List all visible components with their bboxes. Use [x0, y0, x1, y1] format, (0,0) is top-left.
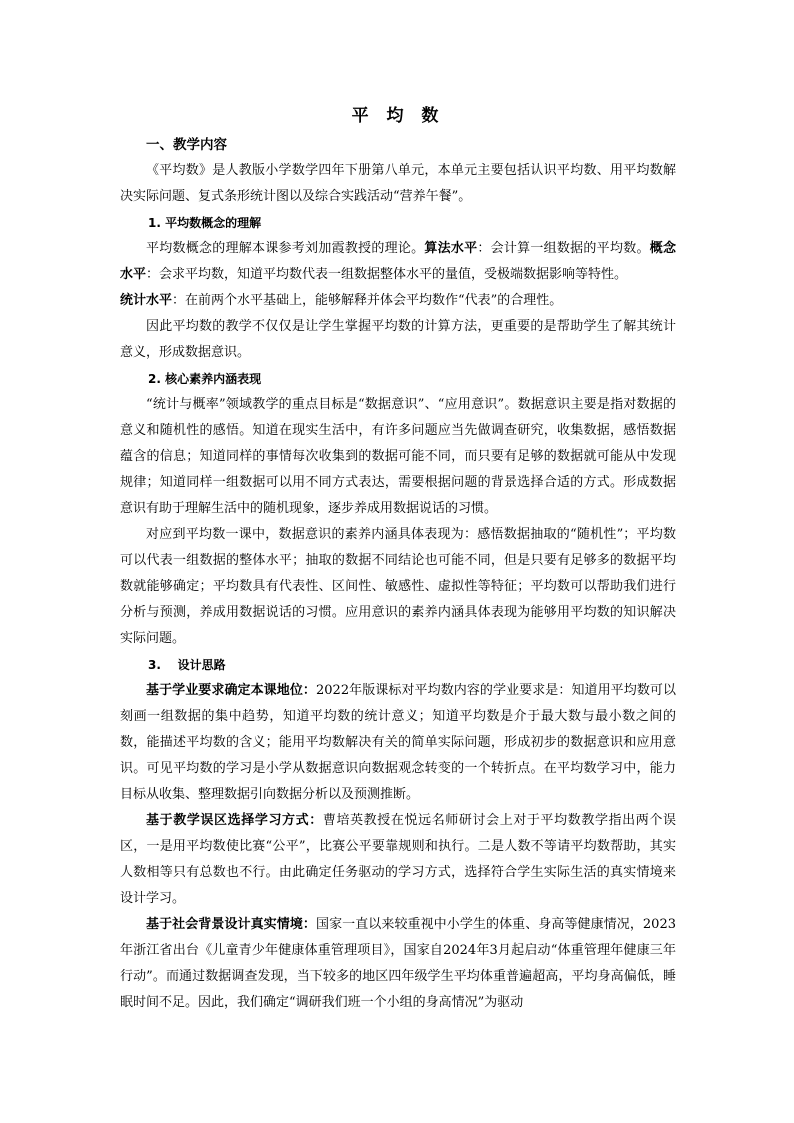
design-p3-text: 国家一直以来较重视中小学生的体重、身高等健康情况，2023年浙江省出台《儿童青少年健康体重管理项目》，国家自2024年3月起启动“体重管理年健康三年行动”。而通过数据调查发现，当下较多的地区四年级学生平均体重普遍超高，平均身高偏低，睡眠时间不足。因此，我们确定“调研我们班一个小组的身高情况”为驱动 — [120, 917, 676, 1010]
design-paragraph-2 — [120, 808, 676, 912]
design-p1-text: 2022年版课标对平均数内容的学业要求是：知道用平均数可以刻画一组数据的集中趋势，知道平均数的统计意义；知道平均数是介于最大数与最小数之间的数，能描述平均数的含义；能用平均数解决有关的简单实际问题，形成初步的数据意识和应用意识。可见平均数的学习是小学从数据意识向数据观念转变的一个转折点。在平均数学习中，能力目标从收集、整理数据引向数据分析以及预测推断。 — [120, 683, 676, 802]
design-p2-label: 基于教学误区选择学习方式： — [146, 813, 323, 828]
stat-level-label: 统计水平 — [120, 293, 173, 308]
design-paragraph-3 — [120, 912, 676, 1016]
core-literacy-paragraph-2: 对应到平均数一课中，数据意识的素养内涵具体表现为：感悟数据抽取的“随机性”；平均数可以代表一组数据的整体水平；抽取的数据不同结论也可能不同，但是只要有足够多的数据平均数就能够确定；平均数具有代表性、区间性、敏感性、虚拟性等特征；平均数可以帮助我们进行分析与预测，养成用数据说话的习惯。应用意识的素养内涵具体表现为能够用平均数的知识解决实际问题。 — [120, 527, 676, 646]
design-paragraph-1 — [120, 678, 676, 808]
algo-level-text: ：会计算一组数据的平均数。 — [477, 241, 650, 256]
stat-level-paragraph — [120, 288, 676, 314]
section-heading-teaching-content: 一、教学内容 — [146, 137, 227, 153]
core-literacy-paragraph-1: “统计与概率”领域教学的重点目标是“数据意识”、“应用意识”。数据意识主要是指对数据的意义和随机性的感悟。知道在现实生活中，有许多问题应当先做调查研究，收集数据，感悟数据蕴含的信息；知道同样的事情每次收集到的数据可能不同，而只要有足够的数据就可能从中发现规律；知道同样一组数据可以用不同方式表达，需要根据问题的背景选择合适的方式。形成数据意识有助于理解生活中的随机现象，逐步养成用数据说话的习惯。 — [120, 397, 676, 516]
subheading-core-literacy: 2. 核心素养内涵表现 — [148, 372, 262, 386]
subheading-design: 3. 设计思路 — [148, 658, 226, 672]
algo-level-label: 算法水平 — [424, 241, 478, 256]
document-page — [120, 100, 676, 1016]
concept-conclusion: 因此平均数的教学不仅仅是让学生掌握平均数的计算方法，更重要的是帮助学生了解其统计意义，形成数据意识。 — [120, 319, 676, 360]
concept-paragraph — [120, 236, 676, 288]
concept-level-text: ：会求平均数，知道平均数代表一组数据整体水平的量值，受极端数据影响等特性。 — [146, 267, 628, 282]
design-p2-text: 曹培英教授在悦远名师研讨会上对于平均数教学指出两个误区，一是用平均数使比赛“公平”，比赛公平要靠规则和执行。二是人数不等请平均数帮助，其实人数相等只有总数也不行。由此确定任务驱动的学习方式，选择符合学生实际生活的真实情境来设计学习。 — [120, 813, 676, 906]
page-title: 平 均 数 — [351, 106, 445, 126]
concept-level-label: 概念水平 — [120, 241, 676, 282]
subheading-concept: 1. 平均数概念的理解 — [148, 216, 262, 230]
intro-paragraph: 《平均数》是人教版小学数学四年下册第八单元，本单元主要包括认识平均数、用平均数解决实际问题、复式条形统计图以及综合实践活动“营养午餐”。 — [120, 163, 676, 204]
design-p1-label: 基于学业要求确定本课地位： — [146, 683, 316, 698]
stat-level-text: ：在前两个水平基础上，能够解释并体会平均数作“代表”的合理性。 — [172, 293, 563, 308]
concept-lead: 平均数概念的理解本课参考刘加霞教授的理论。 — [146, 241, 425, 256]
design-p3-label: 基于社会背景设计真实情境： — [146, 917, 316, 932]
